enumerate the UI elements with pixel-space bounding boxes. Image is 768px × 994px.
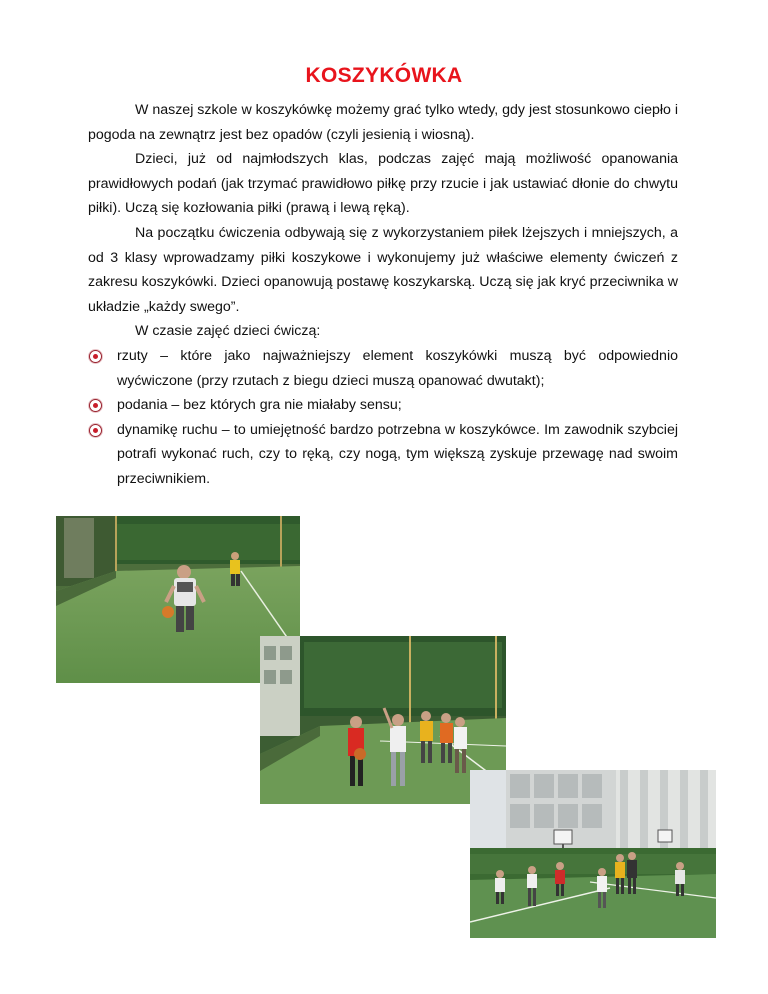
exercise-list [88,344,678,492]
red-dot-bullet-icon [89,399,102,412]
list-item [88,418,678,492]
paragraph: W naszej szkole w koszykówkę możemy grać tylko wtedy, gdy jest stosunkowo ciepło i pogoda na zewnątrz jest bez opadów (czyli jesienią i wiosną). [88,102,679,143]
list-item-text: rzuty – które jako najważniejszy element koszykówki muszą być odpowiednio wyćwiczone (przy rzutach z biegu dzieci muszą opanować dwutakt); [117,347,678,389]
photo-kids-game [470,770,716,938]
page-title: KOSZYKÓWKA [305,64,463,87]
paragraph: Na początku ćwiczenia odbywają się z wykorzystaniem piłek lżejszych i mniejszych, a od 3 klasy wprowadzamy piłki koszykowe i wykonujemy już właściwe elementy ćwiczeń z zakresu koszykówki. Dzieci opanowują postawę koszykarską. Uczą się jak kryć przeciwnika w układzie „każdy swego”. [88,224,678,315]
red-dot-bullet-icon [89,350,102,363]
red-dot-bullet-icon [89,424,102,437]
list-item-text: dynamikę ruchu – to umiejętność bardzo potrzebna w koszykówce. Im zawodnik szybciej potrafi wykonać ruch, czy to ręką, czy nogą, tym większą zyskuje przewagę nad swoim przeciwnikiem. [117,421,678,487]
list-item [88,393,678,418]
list-item-text: podania – bez których gra nie miałaby sensu; [117,397,402,414]
list-item [88,344,678,393]
body-text [88,98,678,492]
paragraph: W czasie zajęć dzieci ćwiczą: [135,323,321,340]
paragraph: Dzieci, już od najmłodszych klas, podczas zajęć mają możliwość opanowania prawidłowych podań (jak trzymać prawidłowo piłkę przy rzucie i jak ustawiać dłonie do chwytu piłki). Uczą się kozłowania piłki (prawą i lewą ręką). [88,151,678,217]
